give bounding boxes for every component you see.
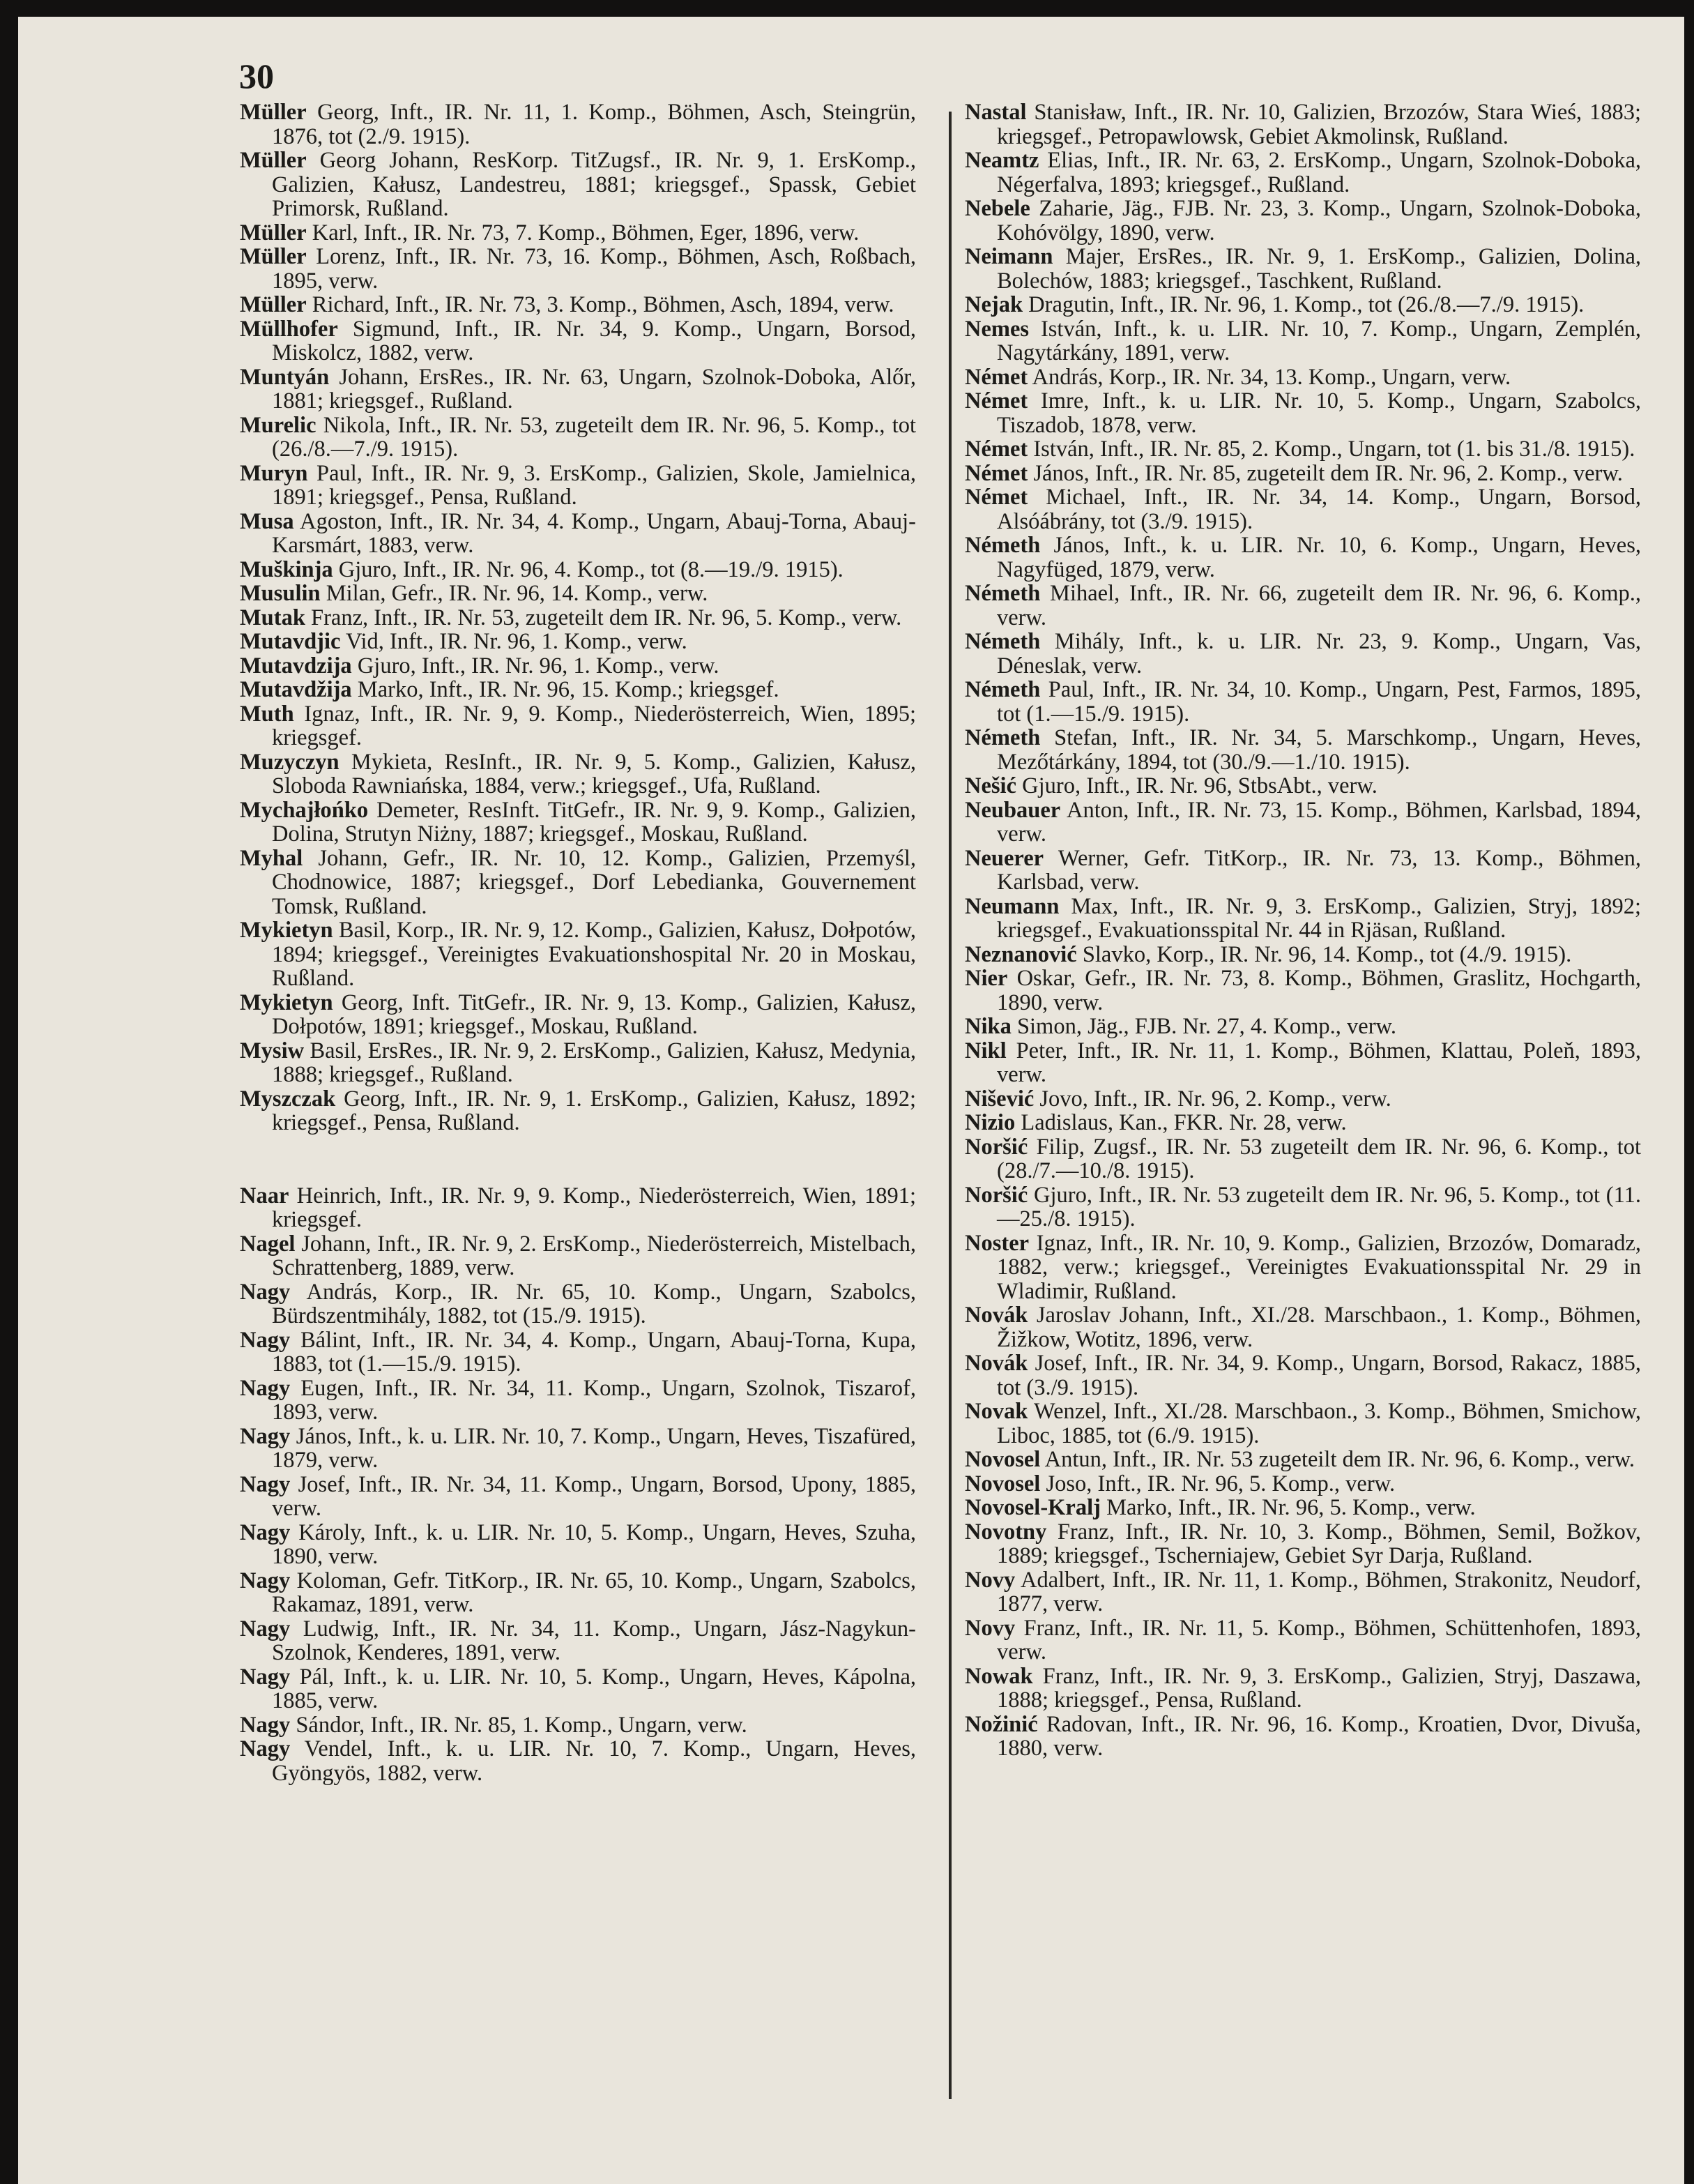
entry-details: Stefan, Inft., IR. Nr. 34, 5. Marschkomp., Ungarn, Heves, Mezőtárkány, 1894, tot (30./9.—1./10. 1915).: [997, 725, 1641, 775]
casualty-entry: [240, 606, 916, 630]
casualty-entry: [965, 485, 1641, 533]
casualty-entry: [240, 414, 916, 462]
entry-details: Ludwig, Inft., IR. Nr. 34, 11. Komp., Ungarn, Jász-Nagykun-Szolnok, Kenderes, 1891, verw.: [272, 1616, 916, 1665]
casualty-entry: [240, 1521, 916, 1569]
casualty-entry: [965, 293, 1641, 317]
entry-surname: Noster: [965, 1230, 1030, 1256]
entry-surname: Novosel-Kralj: [965, 1495, 1101, 1520]
entry-surname: Mutavdžija: [240, 677, 352, 702]
entry-details: Basil, ErsRes., IR. Nr. 9, 2. ErsKomp., Galizien, Kałusz, Medynia, 1888; kriegsgef., Rußland.: [272, 1038, 916, 1087]
entry-details: Ignaz, Inft., IR. Nr. 10, 9. Komp., Galizien, Brzozów, Domaradz, 1882, verw.; kriegsgef., Vereinigtes Evakuationsspital Nr. 29 in Wladimir, Rußland.: [997, 1230, 1641, 1304]
casualty-entry: [965, 1616, 1641, 1664]
casualty-entry: [240, 1425, 916, 1473]
entry-surname: Nagy: [240, 1279, 291, 1305]
entry-details: Majer, ErsRes., IR. Nr. 9, 1. ErsKomp., Galizien, Dolina, Bolechów, 1883; kriegsgef., Taschkent, Rußland.: [997, 244, 1641, 294]
casualty-entry: [240, 918, 916, 991]
casualty-entry: [965, 1015, 1641, 1039]
casualty-entry: [240, 100, 916, 149]
casualty-entry: [965, 437, 1641, 462]
casualty-entry: [965, 389, 1641, 437]
entry-surname: Müller: [240, 148, 307, 173]
casualty-entry: [965, 197, 1641, 245]
entry-surname: Nika: [965, 1014, 1012, 1039]
casualty-entry: [240, 317, 916, 365]
casualty-entry: [965, 1496, 1641, 1520]
casualty-entry: [965, 726, 1641, 774]
entry-surname: Nagel: [240, 1231, 296, 1257]
entry-details: Georg, Inft. TitGefr., IR. Nr. 9, 13. Komp., Galizien, Kałusz, Dołpotów, 1891; kriegsgef., Moskau, Rußland.: [272, 989, 917, 1039]
entry-surname: Nagy: [240, 1736, 291, 1761]
entry-details: Antun, Inft., IR. Nr. 53 zugeteilt dem IR. Nr. 96, 6. Komp., verw.: [1044, 1447, 1635, 1472]
entry-surname: Nemes: [965, 316, 1030, 342]
entry-details: Koloman, Gefr. TitKorp., IR. Nr. 65, 10. Komp., Ungarn, Szabolcs, Rakamaz, 1891, verw.: [272, 1568, 916, 1617]
casualty-entry: [240, 847, 916, 919]
casualty-entry: [240, 245, 916, 293]
entry-surname: Novak: [965, 1399, 1028, 1424]
casualty-entry: [965, 245, 1641, 293]
entry-surname: Német: [965, 364, 1028, 390]
scan-border-left: [0, 0, 18, 2184]
entry-surname: Német: [965, 388, 1028, 414]
casualty-entry: [240, 510, 916, 558]
casualty-entry: [965, 149, 1641, 197]
casualty-entry: [965, 1448, 1641, 1472]
casualty-entry: [965, 1472, 1641, 1496]
entry-surname: Nagy: [240, 1375, 291, 1401]
casualty-entry: [965, 678, 1641, 726]
entry-surname: Musa: [240, 508, 294, 534]
casualty-entry: [965, 1183, 1641, 1231]
entry-details: Eugen, Inft., IR. Nr. 34, 11. Komp., Ungarn, Szolnok, Tiszarof, 1893, verw.: [272, 1375, 917, 1425]
entry-details: Max, Inft., IR. Nr. 9, 3. ErsKomp., Galizien, Stryj, 1892; kriegsgef., Evakuationsspital Nr. 44 in Rjäsan, Rußland.: [997, 893, 1641, 943]
entry-details: Gjuro, Inft., IR. Nr. 53 zugeteilt dem IR. Nr. 96, 5. Komp., tot (11.—25./8. 1915).: [997, 1182, 1641, 1231]
entry-details: Adalbert, Inft., IR. Nr. 11, 1. Komp., Böhmen, Strakonitz, Neudorf, 1877, verw.: [997, 1567, 1641, 1616]
entry-details: Jaroslav Johann, Inft., XI./28. Marschbaon., 1. Komp., Böhmen, Žižkow, Wotitz, 1896, verw.: [997, 1303, 1642, 1352]
entry-details: Lorenz, Inft., IR. Nr. 73, 16. Komp., Böhmen, Asch, Roßbach, 1895, verw.: [272, 244, 917, 294]
entry-details: Mihael, Inft., IR. Nr. 66, zugeteilt dem IR. Nr. 96, 6. Komp., verw.: [997, 581, 1641, 630]
entry-surname: Nier: [965, 966, 1008, 991]
casualty-entry: [240, 1184, 916, 1232]
casualty-entry: [240, 462, 916, 510]
entry-details: Radovan, Inft., IR. Nr. 96, 16. Komp., Kroatien, Dvor, Divuša, 1880, verw.: [997, 1711, 1641, 1761]
casualty-entry: [965, 895, 1641, 943]
casualty-entry: [965, 533, 1641, 582]
casualty-entry: [240, 678, 916, 702]
entry-details: Vendel, Inft., k. u. LIR. Nr. 10, 7. Komp., Ungarn, Heves, Gyöngyös, 1882, verw.: [272, 1736, 916, 1786]
entry-surname: Muryn: [240, 460, 308, 486]
entry-details: Ladislaus, Kan., FKR. Nr. 28, verw.: [1021, 1110, 1347, 1135]
entry-details: Basil, Korp., IR. Nr. 9, 12. Komp., Galizien, Kałusz, Dołpotów, 1894; kriegsgef., Vereinigtes Evakuationshospital Nr. 20 in Moskau, Rußland.: [272, 918, 917, 991]
casualty-entry: [240, 582, 916, 606]
entry-details: Gjuro, Inft., IR. Nr. 96, StbsAbt., verw.: [1022, 773, 1378, 798]
entry-surname: Nožinić: [965, 1711, 1038, 1737]
page-number: 30: [239, 56, 274, 96]
section-gap: [240, 1135, 916, 1184]
entry-surname: Németh: [965, 677, 1041, 702]
casualty-entry: [240, 149, 916, 221]
casualty-entry: [240, 1328, 916, 1377]
casualty-entry: [965, 1351, 1641, 1400]
entry-details: Marko, Inft., IR. Nr. 96, 15. Komp.; kriegsgef.: [357, 677, 779, 702]
entry-details: Zaharie, Jäg., FJB. Nr. 23, 3. Komp., Ungarn, Szolnok-Doboka, Kohóvölgy, 1890, verw.: [997, 196, 1642, 245]
entry-surname: Novy: [965, 1615, 1016, 1641]
entry-details: András, Korp., IR. Nr. 34, 13. Komp., Ungarn, verw.: [1032, 364, 1511, 390]
entry-details: Franz, Inft., IR. Nr. 10, 3. Komp., Böhmen, Semil, Božkov, 1889; kriegsgef., Tscherniajew, Gebiet Syr Darja, Rußland.: [997, 1519, 1642, 1568]
entry-surname: Noršić: [965, 1134, 1028, 1160]
entry-surname: Neumann: [965, 893, 1060, 919]
casualty-entry: [240, 1737, 916, 1785]
entry-surname: Neuerer: [965, 845, 1044, 871]
casualty-entry: [965, 630, 1641, 678]
casualty-entry: [240, 654, 916, 678]
entry-surname: Nastal: [965, 100, 1027, 125]
entry-surname: Mysiw: [240, 1038, 305, 1063]
entry-surname: Nebele: [965, 196, 1030, 221]
entry-surname: Müllhofer: [240, 316, 338, 342]
entry-surname: Muth: [240, 701, 294, 727]
casualty-entry: [240, 293, 916, 317]
entry-surname: Nagy: [240, 1327, 291, 1353]
entry-surname: Nagy: [240, 1664, 291, 1690]
casualty-entry: [965, 1231, 1641, 1304]
entry-details: Ignaz, Inft., IR. Nr. 9, 9. Komp., Niederösterreich, Wien, 1895; kriegsgef.: [272, 701, 917, 750]
entry-surname: Musulin: [240, 581, 321, 606]
entry-details: János, Inft., IR. Nr. 85, zugeteilt dem IR. Nr. 96, 2. Komp., verw.: [1033, 460, 1623, 486]
casualty-entry: [965, 1039, 1641, 1087]
entry-surname: Németh: [965, 581, 1041, 606]
casualty-entry: [965, 1400, 1641, 1448]
entry-surname: Novák: [965, 1303, 1028, 1328]
entry-surname: Németh: [965, 533, 1041, 558]
casualty-entry: [965, 1520, 1641, 1568]
entry-surname: Nešić: [965, 773, 1016, 798]
entry-details: Marko, Inft., IR. Nr. 96, 5. Komp., verw.: [1106, 1495, 1476, 1520]
entry-details: Vid, Inft., IR. Nr. 96, 1. Komp., verw.: [345, 629, 687, 654]
casualty-entry: [965, 1664, 1641, 1713]
entry-details: Georg Johann, ResKorp. TitZugsf., IR. Nr. 9, 1. ErsKomp., Galizien, Kałusz, Landestreu, 1881; kriegsgef., Spassk, Gebiet Primorsk, Rußland.: [272, 148, 917, 221]
entry-details: Johann, Gefr., IR. Nr. 10, 12. Komp., Galizien, Przemyśl, Chodnowice, 1887; kriegsgef., Dorf Lebedianka, Gouvernement Tomsk, Rußland.: [272, 845, 917, 919]
entry-details: Josef, Inft., IR. Nr. 34, 11. Komp., Ungarn, Borsod, Upony, 1885, verw.: [272, 1471, 916, 1521]
entry-surname: Myszczak: [240, 1086, 336, 1112]
right-column: [965, 100, 1641, 1761]
entry-surname: Mykietyn: [240, 918, 333, 943]
entry-surname: Nagy: [240, 1519, 291, 1545]
entry-surname: Nejak: [965, 292, 1023, 317]
casualty-entry: [240, 221, 916, 245]
entry-details: Joso, Inft., IR. Nr. 96, 5. Komp., verw.: [1046, 1471, 1396, 1496]
casualty-entry: [240, 1713, 916, 1738]
casualty-entry: [965, 462, 1641, 486]
casualty-entry: [240, 1617, 916, 1665]
entry-surname: Muškinja: [240, 556, 333, 582]
casualty-entry: [965, 1087, 1641, 1112]
entry-surname: Mychajłońko: [240, 797, 369, 823]
entry-details: Pál, Inft., k. u. LIR. Nr. 10, 5. Komp., Ungarn, Heves, Kápolna, 1885, verw.: [272, 1664, 917, 1713]
entry-details: Agoston, Inft., IR. Nr. 34, 4. Komp., Ungarn, Abauj-Torna, Abauj-Karsmárt, 1883, verw.: [272, 508, 916, 558]
entry-surname: Nikl: [965, 1038, 1007, 1063]
left-column: [240, 100, 916, 1785]
entry-surname: Müller: [240, 100, 307, 125]
casualty-entry: [240, 630, 916, 654]
casualty-entry: [240, 798, 916, 847]
scan-border-right: [1684, 0, 1694, 2184]
entry-surname: Müller: [240, 244, 307, 269]
entry-surname: Muntyán: [240, 364, 330, 390]
scan-border-top: [0, 0, 1694, 17]
entry-details: Simon, Jäg., FJB. Nr. 27, 4. Komp., verw.: [1016, 1014, 1397, 1039]
casualty-entry: [240, 558, 916, 582]
casualty-entry: [240, 1665, 916, 1713]
casualty-entry: [965, 100, 1641, 149]
entry-surname: Müller: [240, 220, 307, 245]
casualty-entry: [965, 798, 1641, 847]
casualty-entry: [240, 702, 916, 750]
entry-details: Slavko, Korp., IR. Nr. 96, 14. Komp., tot (4./9. 1915).: [1082, 941, 1572, 967]
entry-surname: Német: [965, 485, 1028, 510]
entry-surname: Nagy: [240, 1616, 291, 1641]
entry-details: Milan, Gefr., IR. Nr. 96, 14. Komp., verw.: [326, 581, 708, 606]
entry-details: Imre, Inft., k. u. LIR. Nr. 10, 5. Komp., Ungarn, Szabolcs, Tiszadob, 1878, verw.: [997, 388, 1642, 438]
casualty-entry: [240, 1087, 916, 1135]
entry-details: András, Korp., IR. Nr. 65, 10. Komp., Ungarn, Szabolcs, Bürdszentmihály, 1882, tot (15./9. 1915).: [272, 1279, 917, 1328]
entry-surname: Murelic: [240, 412, 316, 438]
entry-surname: Németh: [965, 629, 1041, 654]
entry-details: Filip, Zugsf., IR. Nr. 53 zugeteilt dem IR. Nr. 96, 6. Komp., tot (28./7.—10./8. 1915).: [997, 1134, 1642, 1183]
entry-details: Sándor, Inft., IR. Nr. 85, 1. Komp., Ungarn, verw.: [296, 1712, 747, 1738]
entry-surname: Mutavdjic: [240, 629, 341, 654]
entry-surname: Novosel: [965, 1447, 1041, 1472]
casualty-entry: [240, 1232, 916, 1280]
entry-surname: Neubauer: [965, 797, 1061, 823]
entry-details: István, Inft., k. u. LIR. Nr. 10, 7. Komp., Ungarn, Zemplén, Nagytárkány, 1891, verw.: [997, 316, 1642, 365]
entry-surname: Nagy: [240, 1712, 291, 1738]
entry-details: Mihály, Inft., k. u. LIR. Nr. 23, 9. Komp., Ungarn, Vas, Déneslak, verw.: [997, 629, 1642, 678]
entry-surname: Nišević: [965, 1086, 1035, 1112]
entry-surname: Nagy: [240, 1423, 291, 1449]
entry-details: Wenzel, Inft., XI./28. Marschbaon., 3. Komp., Böhmen, Smichow, Liboc, 1885, tot (6./9. 1915).: [997, 1399, 1641, 1448]
casualty-entry: [240, 1377, 916, 1425]
entry-surname: Mutavdzija: [240, 653, 352, 678]
entry-details: Bálint, Inft., IR. Nr. 34, 4. Komp., Ungarn, Abauj-Torna, Kupa, 1883, tot (1.—15./9. 1915).: [272, 1327, 917, 1377]
entry-details: Franz, Inft., IR. Nr. 11, 5. Komp., Böhmen, Schüttenhofen, 1893, verw.: [997, 1615, 1642, 1664]
entry-details: Heinrich, Inft., IR. Nr. 9, 9. Komp., Niederösterreich, Wien, 1891; kriegsgef.: [272, 1183, 917, 1232]
casualty-entry: [965, 774, 1641, 798]
casualty-entry: [965, 1713, 1641, 1761]
casualty-entry: [240, 1280, 916, 1328]
entry-surname: Német: [965, 437, 1028, 462]
entry-surname: Nagy: [240, 1568, 291, 1593]
entry-details: Franz, Inft., IR. Nr. 9, 3. ErsKomp., Galizien, Stryj, Daszawa, 1888; kriegsgef., Pensa, Rußland.: [997, 1663, 1641, 1713]
entry-details: János, Inft., k. u. LIR. Nr. 10, 7. Komp., Ungarn, Heves, Tiszafüred, 1879, verw.: [272, 1423, 916, 1473]
entry-surname: Nizio: [965, 1110, 1016, 1135]
casualty-entry: [240, 991, 916, 1039]
entry-surname: Noršić: [965, 1182, 1028, 1208]
casualty-entry: [965, 1303, 1641, 1351]
entry-details: Paul, Inft., IR. Nr. 9, 3. ErsKomp., Galizien, Skole, Jamielnica, 1891; kriegsgef., Pensa, Rußland.: [272, 460, 916, 510]
casualty-entry: [965, 1568, 1641, 1616]
casualty-entry: [965, 365, 1641, 390]
casualty-entry: [240, 365, 916, 414]
entry-details: Georg, Inft., IR. Nr. 9, 1. ErsKomp., Galizien, Kałusz, 1892; kriegsgef., Pensa, Rußland.: [272, 1086, 916, 1135]
entry-details: Gjuro, Inft., IR. Nr. 96, 1. Komp., verw.: [357, 653, 719, 678]
entry-details: Georg, Inft., IR. Nr. 11, 1. Komp., Böhmen, Asch, Steingrün, 1876, tot (2./9. 1915).: [272, 100, 916, 149]
entry-surname: Novotny: [965, 1519, 1047, 1545]
casualty-entry: [965, 1111, 1641, 1135]
entry-details: Michael, Inft., IR. Nr. 34, 14. Komp., Ungarn, Borsod, Alsóábrány, tot (3./9. 1915).: [997, 485, 1641, 534]
entry-surname: Mykietyn: [240, 989, 333, 1015]
entry-details: Johann, ErsRes., IR. Nr. 63, Ungarn, Szolnok-Doboka, Alőr, 1881; kriegsgef., Rußland.: [272, 364, 917, 414]
casualty-entry: [965, 966, 1641, 1015]
column-divider: [949, 112, 952, 2099]
entry-details: Oskar, Gefr., IR. Nr. 73, 8. Komp., Böhmen, Graslitz, Hochgarth, 1890, verw.: [997, 966, 1642, 1015]
casualty-entry: [240, 1569, 916, 1617]
entry-surname: Naar: [240, 1183, 289, 1208]
entry-surname: Müller: [240, 292, 307, 317]
entry-details: János, Inft., k. u. LIR. Nr. 10, 6. Komp., Ungarn, Heves, Nagyfüged, 1879, verw.: [997, 533, 1641, 582]
entry-surname: Mutak: [240, 605, 305, 630]
entry-details: Franz, Inft., IR. Nr. 53, zugeteilt dem IR. Nr. 96, 5. Komp., verw.: [311, 605, 902, 630]
casualty-entry: [965, 317, 1641, 365]
entry-surname: Nowak: [965, 1663, 1033, 1689]
casualty-entry: [240, 1473, 916, 1521]
entry-details: Demeter, ResInft. TitGefr., IR. Nr. 9, 9. Komp., Galizien, Dolina, Strutyn Niżny, 1887; kriegsgef., Moskau, Rußland.: [272, 797, 917, 847]
casualty-entry: [965, 582, 1641, 630]
entry-surname: Nagy: [240, 1471, 291, 1497]
entry-details: Gjuro, Inft., IR. Nr. 96, 4. Komp., tot (8.—19./9. 1915).: [338, 556, 844, 582]
entry-details: Anton, Inft., IR. Nr. 73, 15. Komp., Böhmen, Karlsbad, 1894, verw.: [997, 797, 1641, 847]
entry-details: Elias, Inft., IR. Nr. 63, 2. ErsKomp., Ungarn, Szolnok-Doboka, Négerfalva, 1893; kriegsgef., Rußland.: [997, 148, 1642, 197]
entry-details: Stanisław, Inft., IR. Nr. 10, Galizien, Brzozów, Stara Wieś, 1883; kriegsgef., Petropawlowsk, Gebiet Akmolinsk, Rußland.: [997, 100, 1642, 149]
entry-details: Werner, Gefr. TitKorp., IR. Nr. 73, 13. Komp., Böhmen, Karlsbad, verw.: [997, 845, 1641, 895]
entry-surname: Neznanović: [965, 941, 1077, 967]
entry-details: Karl, Inft., IR. Nr. 73, 7. Komp., Böhmen, Eger, 1896, verw.: [312, 220, 860, 245]
entry-details: Richard, Inft., IR. Nr. 73, 3. Komp., Böhmen, Asch, 1894, verw.: [312, 292, 894, 317]
casualty-entry: [965, 943, 1641, 967]
entry-surname: Német: [965, 460, 1028, 486]
entry-surname: Novosel: [965, 1471, 1041, 1496]
entry-details: Sigmund, Inft., IR. Nr. 34, 9. Komp., Ungarn, Borsod, Miskolcz, 1882, verw.: [272, 316, 916, 365]
entry-details: Dragutin, Inft., IR. Nr. 96, 1. Komp., tot (26./8.—7./9. 1915).: [1028, 292, 1585, 317]
entry-details: Nikola, Inft., IR. Nr. 53, zugeteilt dem IR. Nr. 96, 5. Komp., tot (26./8.—7./9. 1915).: [272, 412, 916, 462]
entry-surname: Németh: [965, 725, 1041, 750]
entry-surname: Muzyczyn: [240, 749, 339, 775]
entry-surname: Myhal: [240, 845, 303, 871]
entry-surname: Neamtz: [965, 148, 1039, 173]
entry-details: Josef, Inft., IR. Nr. 34, 9. Komp., Ungarn, Borsod, Rakacz, 1885, tot (3./9. 1915).: [997, 1351, 1641, 1400]
entry-details: Paul, Inft., IR. Nr. 34, 10. Komp., Ungarn, Pest, Farmos, 1895, tot (1.—15./9. 1915).: [997, 677, 1641, 727]
entry-details: István, Inft., IR. Nr. 85, 2. Komp., Ungarn, tot (1. bis 31./8. 1915).: [1033, 437, 1635, 462]
entry-surname: Novy: [965, 1567, 1016, 1593]
entry-details: Peter, Inft., IR. Nr. 11, 1. Komp., Böhmen, Klattau, Poleň, 1893, verw.: [997, 1038, 1642, 1087]
casualty-entry: [965, 847, 1641, 895]
entry-surname: Neimann: [965, 244, 1053, 269]
entry-details: Károly, Inft., k. u. LIR. Nr. 10, 5. Komp., Ungarn, Heves, Szuha, 1890, verw.: [272, 1519, 917, 1569]
entry-details: Johann, Inft., IR. Nr. 9, 2. ErsKomp., Niederösterreich, Mistelbach, Schrattenberg, 1889, verw.: [272, 1231, 917, 1280]
entry-surname: Novák: [965, 1351, 1028, 1376]
entry-details: Mykieta, ResInft., IR. Nr. 9, 5. Komp., Galizien, Kałusz, Sloboda Rawniańska, 1884, verw.; kriegsgef., Ufa, Rußland.: [272, 749, 916, 798]
casualty-entry: [240, 750, 916, 798]
casualty-entry: [965, 1135, 1641, 1183]
entry-details: Jovo, Inft., IR. Nr. 96, 2. Komp., verw.: [1039, 1086, 1391, 1112]
casualty-entry: [240, 1039, 916, 1087]
